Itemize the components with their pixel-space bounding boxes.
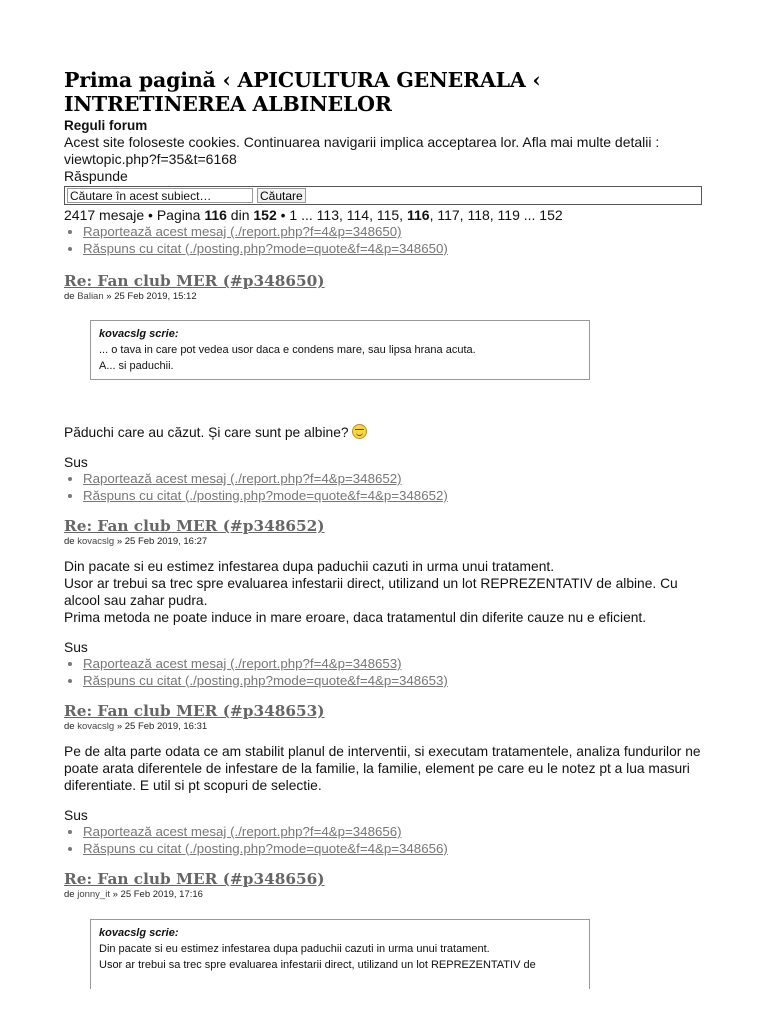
quote-author: kovacslg scrie: [99,328,179,340]
back-to-top-link[interactable]: Sus [64,455,88,470]
back-to-top-link[interactable]: Sus [64,640,88,655]
post-byline [64,721,704,733]
post [64,702,704,857]
byline-prefix: de [64,291,78,302]
post-date: » 25 Feb 2019, 17:16 [109,889,203,900]
forum-rules-link[interactable]: Reguli forum [64,118,148,133]
byline-prefix: de [64,536,78,547]
post-action-list [64,471,704,504]
post-text-line: Usor ar trebui sa trec spre evaluarea infestarii direct, utilizand un lot REPREZENTATIV de albine. Cu alcool sau zahar pudra. [64,576,678,608]
post-title[interactable]: Re: Fan club MER (#p348652) [64,517,325,535]
report-post-link[interactable]: Raportează acest mesaj (./report.php?f=4&p=348652) [83,471,402,486]
post-content [64,424,704,441]
post-action-list [64,656,704,689]
post-text-line: Prima metoda ne poate induce in mare eroare, daca tratamentul din diferite cauze nu e eficient. [64,610,647,625]
post-text: Păduchi care au căzut. Și care sunt pe albine? [64,425,349,440]
quote-line: Din pacate si eu estimez infestarea dupa paduchii cazuti in urma unui tratament. [99,943,490,955]
list-item [83,656,704,673]
post-content: Pe de alta parte odata ce am stabilit planul de interventii, si executam tratamentele, analiza fundurilor ne poate arata diferentele de infestare de la familie, la familie, element pe care eu le notez pt a lua masuri diferentiate. E util si pt scopuri de selectie. [64,744,701,793]
quote-line: Usor ar trebui sa trec spre evaluarea infestarii direct, utilizand un lot REPREZENTATIV de [99,959,536,971]
cookie-notice: Acest site foloseste cookies. Continuarea navigarii implica acceptarea lor. Afla mai multe detalii : viewtopic.php?f=35&t=6168 [64,134,660,167]
list-item [83,841,704,858]
smiley-icon [352,424,367,439]
report-post-link[interactable]: Raportează acest mesaj (./report.php?f=4&p=348650) [83,224,402,239]
pagination [64,207,704,224]
byline-prefix: de [64,889,78,900]
post-author[interactable]: kovacslg [77,721,115,732]
post-byline [64,291,704,303]
post-author[interactable]: kovacslg [77,536,115,547]
post-title[interactable]: Re: Fan club MER (#p348653) [64,702,325,720]
list-item [83,488,704,505]
pagination-of: din [226,207,254,223]
page-title: Prima pagină ‹ APICULTURA GENERALA ‹ INTRETINEREA ALBINELOR [64,68,541,116]
topic-search-bar [64,186,702,205]
post-date: » 25 Feb 2019, 15:12 [103,291,197,302]
report-post-link[interactable]: Raportează acest mesaj (./report.php?f=4&p=348656) [83,824,402,839]
post-title[interactable]: Re: Fan club MER (#p348656) [64,870,325,888]
quote-reply-link[interactable]: Răspuns cu citat (./posting.php?mode=quote&f=4&p=348656) [83,840,448,856]
post [64,870,704,989]
pagination-prefix: 2417 mesaje • Pagina [64,207,205,223]
post [64,272,704,504]
post-byline [64,889,704,901]
quote-line: A... si paduchii. [99,360,174,372]
list-item [83,673,704,690]
pagination-pages-rest[interactable]: , 117, 118, 119 ... 152 [429,207,563,223]
quote-block [90,320,590,380]
list-item [83,471,704,488]
byline-prefix: de [64,721,78,732]
quote-line: ... o tava in care pot vedea usor daca e condens mare, sau lipsa hrana acuta. [99,344,476,356]
search-button[interactable]: Căutare [257,188,306,203]
pagination-current-page: 116 [406,207,430,223]
quote-block [90,919,590,989]
list-item [83,824,704,841]
back-to-top-link[interactable]: Sus [64,808,88,823]
list-item [83,224,704,241]
reply-link[interactable]: Răspunde [64,168,128,184]
post-author[interactable]: Balian [77,291,104,302]
quote-reply-link[interactable]: Răspuns cu citat (./posting.php?mode=quote&f=4&p=348650) [83,240,448,256]
post-byline [64,536,704,548]
pagination-current: 116 [204,207,227,223]
quote-reply-link[interactable]: Răspuns cu citat (./posting.php?mode=quote&f=4&p=348653) [83,672,448,688]
post [64,517,704,689]
post-author[interactable]: jonny_it [77,889,110,900]
pagination-total: 152 [253,207,277,223]
pagination-pages[interactable]: • 1 ... 113, 114, 115, [276,207,407,223]
list-item [83,241,704,258]
post-action-list [64,824,704,857]
post-title[interactable]: Re: Fan club MER (#p348650) [64,272,325,290]
top-action-list [64,224,704,257]
post-text-line: Din pacate si eu estimez infestarea dupa paduchii cazuti in urma unui tratament. [64,559,555,574]
post-content [64,558,704,626]
quote-reply-link[interactable]: Răspuns cu citat (./posting.php?mode=quote&f=4&p=348652) [83,487,448,503]
report-post-link[interactable]: Raportează acest mesaj (./report.php?f=4&p=348653) [83,656,402,671]
quote-author: kovacslg scrie: [99,927,179,939]
post-date: » 25 Feb 2019, 16:31 [114,721,208,732]
topic-search-input[interactable] [67,188,253,203]
post-date: » 25 Feb 2019, 16:27 [114,536,208,547]
